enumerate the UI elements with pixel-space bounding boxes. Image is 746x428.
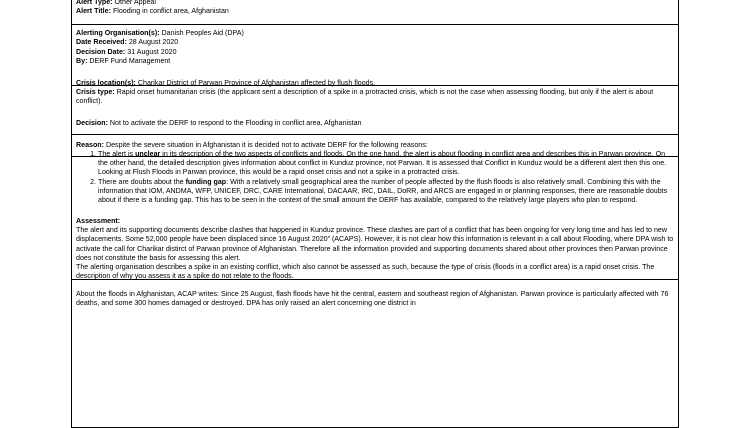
by-value: DERF Fund Management bbox=[89, 56, 171, 65]
decision-date-label: Decision Date: bbox=[76, 47, 126, 56]
reason-item: 2. There are doubts about the funding gap: With a relatively small geographical area the number of people affected by the flush floods is also relatively small. Combining this with the information that IOM, ANDMA, WFP, UNICEF, DRC, CARE International, DACAAR, IRC, DAIL, DoRR, and ARCS are engaged in or planning responses, there are reasonable doubts about if there is a funding gap. This has to be seen in the context of the small amount the DERF has available, compared to the relatively large players who plan to respond. bbox=[98, 178, 676, 205]
reason-label: Reason: bbox=[76, 141, 104, 150]
crisis-location-value: Charikar District of Parwan Province of Afghanistan affected by flush floods. bbox=[137, 78, 376, 87]
alert-type-label: Alert Type: bbox=[76, 0, 113, 6]
decided-by bbox=[76, 57, 676, 66]
document-body bbox=[76, 0, 676, 308]
decision-date bbox=[76, 48, 676, 57]
alerting-organisation bbox=[76, 29, 676, 38]
decision-value: Not to activate the DERF to respond to the Flooding in conflict area, Afghanistan bbox=[109, 119, 362, 128]
org-label: Alerting Organisation(s): bbox=[76, 29, 160, 38]
assessment-paragraph: About the floods in Afghanistan, ACAP writes: Since 25 August, flash floods have hit the central, eastern and southeast region of Afghanistan. Parwan province is particularly affected with 76 deaths, and some 300 homes damaged or destroyed. DPA has only raised an alert concerning one district in bbox=[76, 289, 669, 308]
crisis-type bbox=[76, 88, 676, 106]
reason-item: 1. The alert is unclear in its description of the two aspects of conflicts and floods. On the one hand, the alert is about flooding in conflict area and describes this in Parwan province. On the other hand, the detailed description gives information about conflict in Kunduz province, not Parwan. It is assessed that Conflict in Kunduz would be a different alert then this one. Looking at Flush Floods in Parwan province, this would be a rapid onset crisis and not a spike in a protracted crisis. bbox=[98, 150, 676, 177]
alert-title-label: Alert Title: bbox=[76, 7, 111, 16]
reason bbox=[76, 141, 676, 150]
assessment-label: Assessment: bbox=[76, 217, 121, 226]
decision-date-value: 31 August 2020 bbox=[127, 47, 177, 56]
alert-title-value: Flooding in conflict area, Afghanistan bbox=[112, 7, 229, 16]
reason-emphasis: unclear bbox=[135, 150, 161, 159]
received-value: 28 August 2020 bbox=[128, 38, 179, 47]
assessment-paragraph: The alert and its supporting documents describe clashes that happened in Kunduz province. These clashes are part of a conflict that has been ongoing for very long time and has led to new displacements. Some 52,000 people have been displaced since 16 August 2020” (ACAPS). However, it is not clear how this information is relevant in a call about Flooding, where DPA wish to activate the call for Charikar distirct of Parwan province of Afghanistan. Therefore all the information provided and supporting documents shared about other provinces then Parwan province does not constitute the basis for assessing this alert. bbox=[76, 226, 674, 262]
crisis-type-label: Crisis type: bbox=[76, 87, 115, 96]
date-received bbox=[76, 38, 676, 47]
assessment-paragraph: The alerting organisation describes a spike in an existing conflict, which also cannot be assessed as such, because the type of crisis (floods in a conflict area) is a rapid onset crisis. The description of why you assess it as a spike do not relate to the floods. bbox=[76, 262, 655, 280]
alert-title bbox=[76, 7, 676, 16]
reason-list bbox=[76, 150, 676, 205]
assessment-heading bbox=[76, 217, 676, 226]
received-label: Date Received: bbox=[76, 38, 127, 47]
decision bbox=[76, 119, 676, 128]
crisis-type-value: Rapid onset humanitarian crisis (the applicant sent a description of a spike in a protracted crisis, which is not the case when assessing flooding, but only if the alert is about conflict). bbox=[76, 87, 654, 105]
reason-emphasis: funding gap bbox=[185, 177, 227, 186]
crisis-location-label: Crisis location(s): bbox=[76, 78, 136, 87]
reason-intro: Despite the severe situation in Afghanistan it is decided not to activate DERF for the following reasons: bbox=[105, 141, 428, 150]
by-label: By: bbox=[76, 56, 88, 65]
alert-type bbox=[76, 0, 676, 7]
crisis-location bbox=[76, 79, 676, 88]
org-value: Danish Peoples Aid (DPA) bbox=[161, 29, 244, 38]
decision-label: Decision: bbox=[76, 119, 108, 128]
alert-type-value: Other Appeal bbox=[114, 0, 156, 6]
